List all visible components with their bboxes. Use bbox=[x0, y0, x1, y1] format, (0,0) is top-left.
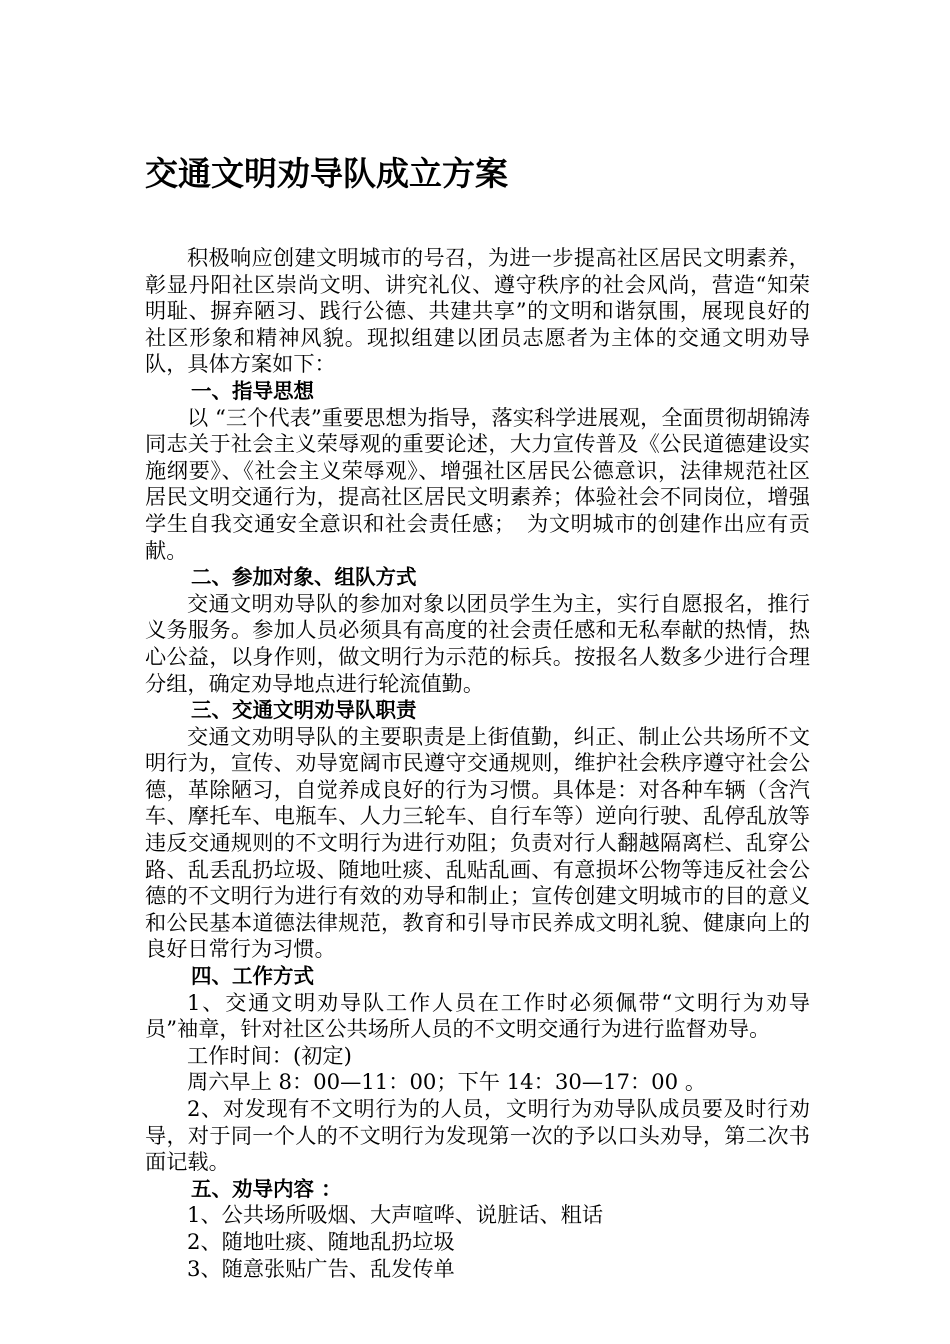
section-heading-work-method: 四、工作方式 bbox=[191, 964, 314, 989]
list-item: 2、随地吐痰、随地乱扔垃圾 bbox=[187, 1228, 455, 1254]
section-heading-guiding-ideology: 一、指导思想 bbox=[191, 378, 314, 403]
section-heading-participants: 二、参加对象、组队方式 bbox=[191, 565, 417, 590]
work-time-schedule: 周六早上 8：00—11：00；下午 14：30—17：00 。 bbox=[187, 1069, 707, 1095]
section-paragraph: 1、交通文明劝导队工作人员在工作时必须佩带“文明行为劝导员”袖章，针对社区公共场所人员的不文明交通行为进行监督劝导。 bbox=[145, 989, 810, 1042]
section-paragraph: 2、对发现有不文明行为的人员，文明行为劝导队成员要及时行劝导，对于同一个人的不文明行为发现第一次的予以口头劝导，第二次书面记载。 bbox=[145, 1096, 810, 1175]
list-item: 3、随意张贴广告、乱发传单 bbox=[187, 1255, 455, 1281]
document-body bbox=[145, 245, 810, 1282]
intro-paragraph: 积极响应创建文明城市的号召，为进一步提高社区居民文明素养，彰显丹阳社区崇尚文明、讲究礼仪、遵守秩序的社会风尚，营造“知荣明耻、摒弃陋习、践行公德、共建共享”的文明和谐氛围，展现良好的社区形象和精神风貌。现拟组建以团员志愿者为主体的交通文明劝导队，具体方案如下： bbox=[145, 245, 810, 377]
section-heading-duties: 三、交通文明劝导队职责 bbox=[191, 698, 417, 723]
list-item: 1、公共场所吸烟、大声喧哗、说脏话、粗话 bbox=[187, 1202, 604, 1228]
section-heading-persuasion-content: 五、劝导内容 ： bbox=[191, 1176, 342, 1201]
section-paragraph: 交通文劝明导队的主要职责是上街值勤，纠正、制止公共场所不文明行为，宣传、劝导宽阔市民遵守交通规则，维护社会秩序遵守社会公德，革除陋习，自觉养成良好的行为习惯。具体是：对各种车辆（含汽车、摩托车、电瓶车、人力三轮车、自行车等）逆向行驶、乱停乱放等违反交通规则的不文明行为进行劝阻；负责对行人翻越隔离栏、乱穿公路、乱丢乱扔垃圾、随地吐痰、乱贴乱画、有意损坏公物等违反社会公德的不文明行为进行有效的劝导和制止；宣传创建文明城市的目的意义和公民基本道德法律规范，教育和引导市民养成文明礼貌、健康向上的良好日常行为习惯。 bbox=[145, 723, 810, 962]
section-paragraph: 以 “三个代表”重要思想为指导，落实科学进展观，全面贯彻胡锦涛同志关于社会主义荣辱观的重要论述，大力宣传普及《公民道德建设实施纲要》、《社会主义荣辱观》、增强社区居民公德意识，法律规范社区居民文明交通行为，提高社区居民文明素养；体验社会不同岗位，增强学生自我交通安全意识和社会责任感； 为文明城市的创建作出应有贡献。 bbox=[145, 404, 810, 563]
work-time-label: 工作时间：(初定) bbox=[187, 1042, 352, 1068]
section-paragraph: 交通文明劝导队的参加对象以团员学生为主，实行自愿报名，推行义务服务。参加人员必须具有高度的社会责任感和无私奉献的热情，热心公益，以身作则，做文明行为示范的标兵。按报名人数多少进行合理分组，确定劝导地点进行轮流值勤。 bbox=[145, 590, 810, 696]
document-title: 交通文明劝导队成立方案 bbox=[145, 154, 508, 193]
